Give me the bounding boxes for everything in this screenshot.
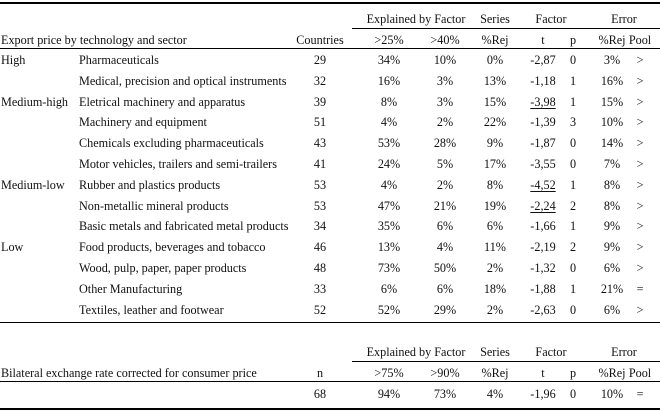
column-header: %Rej — [598, 33, 626, 47]
cell-error-rej: 7% — [603, 157, 621, 171]
cell-countries: 51 — [313, 115, 327, 129]
row-group-label: Medium-low — [1, 178, 65, 192]
cell-error-pool: > — [636, 115, 644, 129]
cell-error-rej: 16% — [600, 74, 624, 88]
cell-error-rej: 21% — [600, 282, 624, 296]
cell-explained-25: 4% — [380, 115, 398, 129]
cell-countries: 39 — [313, 95, 327, 109]
cell-factor-p: 0 — [569, 136, 577, 150]
cell-error-rej: 8% — [603, 178, 621, 192]
row-group-label: High — [1, 53, 26, 67]
column-header: p — [569, 366, 577, 380]
row-sector-label: Basic metals and fabricated metal products — [79, 219, 289, 233]
cell-explained-40: 2% — [436, 178, 454, 192]
cell-series-rej: 4% — [486, 387, 504, 401]
cell-explained-25: 73% — [377, 261, 401, 275]
cell-series-rej: 19% — [483, 199, 507, 213]
cell-factor-p: 1 — [569, 282, 577, 296]
cell-error-pool: > — [636, 178, 644, 192]
row-sector-label: Eletrical machinery and apparatus — [79, 95, 246, 109]
cell-factor-p: 0 — [569, 53, 577, 67]
cell-series-rej: 0% — [486, 53, 504, 67]
cell-explained-75: 94% — [377, 387, 401, 401]
cell-error-pool: > — [636, 74, 644, 88]
cell-explained-40: 6% — [436, 219, 454, 233]
cell-factor-t: -1,96 — [530, 387, 556, 401]
column-header: Pool — [628, 33, 652, 47]
cell-explained-40: 3% — [436, 74, 454, 88]
bottom-rule — [0, 408, 660, 410]
row-sector-label: Wood, pulp, paper, paper products — [79, 261, 247, 275]
column-header: p — [569, 33, 577, 47]
cell-factor-t: -1,66 — [530, 219, 556, 233]
cell-error-pool: > — [636, 219, 644, 233]
cell-factor-t: -1,18 — [530, 74, 556, 88]
cell-error-rej: 8% — [603, 199, 621, 213]
cell-error-pool: > — [636, 95, 644, 109]
cell-countries: 29 — [313, 53, 327, 67]
cell-countries: 53 — [313, 178, 327, 192]
cell-countries: 43 — [313, 136, 327, 150]
cell-error-pool: > — [636, 136, 644, 150]
cell-countries: 46 — [313, 240, 327, 254]
cell-factor-t: -2,19 — [530, 240, 556, 254]
cell-factor-p: 0 — [569, 157, 577, 171]
column-header: Pool — [628, 366, 652, 380]
cell-explained-40: 28% — [433, 136, 457, 150]
cell-explained-25: 35% — [377, 219, 401, 233]
column-header: >25% — [374, 33, 404, 47]
group-header-factor: Factor — [535, 12, 567, 26]
cell-explained-25: 6% — [380, 282, 398, 296]
header-rule-2 — [0, 381, 660, 382]
top-rule — [0, 2, 660, 4]
cell-factor-t: -3,55 — [530, 157, 556, 171]
cell-countries: 33 — [313, 282, 327, 296]
row-sector-label: Motor vehicles, trailers and semi-trailers — [79, 157, 277, 171]
cell-error-pool: = — [636, 282, 644, 296]
cell-explained-25: 52% — [377, 303, 401, 317]
table-title: Bilateral exchange rate corrected for consumer price — [1, 366, 257, 380]
cell-series-rej: 8% — [486, 178, 504, 192]
row-sector-label: Food products, beverages and tobacco — [79, 240, 266, 254]
group-header-rule — [352, 28, 660, 29]
group-header-series: Series — [480, 12, 510, 26]
cell-factor-p: 0 — [569, 261, 577, 275]
cell-factor-t: -2,87 — [530, 53, 556, 67]
cell-series-rej: 2% — [486, 303, 504, 317]
row-sector-label: Pharmaceuticals — [79, 53, 159, 67]
cell-explained-25: 24% — [377, 157, 401, 171]
cell-error-rej: 10% — [600, 387, 624, 401]
cell-explained-40: 6% — [436, 282, 454, 296]
cell-error-pool: = — [636, 387, 644, 401]
table1-bottom-rule — [0, 322, 660, 323]
row-sector-label: Non-metallic mineral products — [79, 199, 229, 213]
cell-factor-p: 1 — [569, 74, 577, 88]
cell-error-rej: 6% — [603, 303, 621, 317]
row-sector-label: Medical, precision and optical instruments — [79, 74, 287, 88]
cell-factor-p: 3 — [569, 115, 577, 129]
cell-error-rej: 9% — [603, 240, 621, 254]
column-header: Countries — [296, 33, 344, 47]
cell-error-pool: > — [636, 157, 644, 171]
cell-factor-t: -2,63 — [530, 303, 556, 317]
cell-factor-t: -1,88 — [530, 282, 556, 296]
cell-factor-t: -1,39 — [530, 115, 556, 129]
cell-error-pool: > — [636, 261, 644, 275]
cell-factor-p: 1 — [569, 219, 577, 233]
cell-explained-90: 73% — [433, 387, 457, 401]
cell-explained-40: 4% — [436, 240, 454, 254]
cell-series-rej: 18% — [483, 282, 507, 296]
column-header: >40% — [430, 33, 460, 47]
cell-factor-p: 0 — [569, 387, 577, 401]
cell-explained-40: 5% — [436, 157, 454, 171]
row-sector-label: Other Manufacturing — [79, 282, 183, 296]
cell-explained-25: 47% — [377, 199, 401, 213]
cell-explained-40: 21% — [433, 199, 457, 213]
cell-factor-p: 0 — [569, 303, 577, 317]
table-title: Export price by technology and sector — [1, 33, 187, 47]
cell-series-rej: 13% — [483, 74, 507, 88]
column-header: t — [541, 366, 545, 380]
row-sector-label: Textiles, leather and footwear — [79, 303, 224, 317]
cell-error-rej: 3% — [603, 53, 621, 67]
cell-error-pool: > — [636, 240, 644, 254]
cell-error-pool: > — [636, 53, 644, 67]
cell-countries: 53 — [313, 199, 327, 213]
cell-factor-t: -3,98 — [530, 95, 556, 109]
cell-factor-p: 2 — [569, 199, 577, 213]
cell-factor-p: 2 — [569, 240, 577, 254]
cell-factor-t: -2,24 — [530, 199, 556, 213]
cell-series-rej: 11% — [484, 240, 506, 254]
cell-factor-p: 1 — [569, 95, 577, 109]
row-group-label: Medium-high — [1, 95, 69, 109]
cell-error-rej: 9% — [603, 219, 621, 233]
cell-countries: 34 — [313, 219, 327, 233]
cell-explained-40: 29% — [433, 303, 457, 317]
cell-factor-t: -4,52 — [530, 178, 556, 192]
cell-explained-25: 53% — [377, 136, 401, 150]
cell-countries: 41 — [313, 157, 327, 171]
cell-error-rej: 14% — [600, 136, 624, 150]
group-header-explained: Explained by Factor — [366, 345, 466, 359]
group-header-explained: Explained by Factor — [366, 12, 466, 26]
cell-error-pool: > — [636, 303, 644, 317]
group-header-factor: Factor — [535, 345, 567, 359]
cell-explained-25: 8% — [380, 95, 398, 109]
cell-series-rej: 15% — [483, 95, 507, 109]
cell-series-rej: 6% — [486, 219, 504, 233]
cell-series-rej: 9% — [486, 136, 504, 150]
row-group-label: Low — [1, 240, 24, 254]
cell-explained-25: 13% — [377, 240, 401, 254]
row-sector-label: Machinery and equipment — [79, 115, 207, 129]
cell-series-rej: 2% — [486, 261, 504, 275]
cell-explained-40: 3% — [436, 95, 454, 109]
group-header-error: Error — [611, 12, 637, 26]
cell-explained-40: 2% — [436, 115, 454, 129]
cell-error-rej: 6% — [603, 261, 621, 275]
column-header: >90% — [430, 366, 460, 380]
group-header-rule-2 — [352, 361, 660, 362]
cell-factor-p: 1 — [569, 178, 577, 192]
cell-error-pool: > — [636, 199, 644, 213]
column-header: %Rej — [598, 366, 626, 380]
group-header-series: Series — [480, 345, 510, 359]
cell-explained-25: 4% — [380, 178, 398, 192]
cell-explained-40: 10% — [433, 53, 457, 67]
cell-factor-t: -1,87 — [530, 136, 556, 150]
cell-error-rej: 15% — [600, 95, 624, 109]
column-header: %Rej — [481, 366, 509, 380]
cell-series-rej: 22% — [483, 115, 507, 129]
cell-series-rej: 17% — [483, 157, 507, 171]
group-header-error: Error — [611, 345, 637, 359]
header-rule — [0, 48, 660, 49]
column-header: t — [541, 33, 545, 47]
cell-countries: 32 — [313, 74, 327, 88]
column-header: >75% — [374, 366, 404, 380]
cell-countries: 48 — [313, 261, 327, 275]
cell-error-rej: 10% — [600, 115, 624, 129]
cell-explained-25: 16% — [377, 74, 401, 88]
cell-explained-25: 34% — [377, 53, 401, 67]
cell-explained-40: 50% — [433, 261, 457, 275]
column-header: n — [316, 366, 324, 380]
row-sector-label: Rubber and plastics products — [79, 178, 221, 192]
row-sector-label: Chemicals excluding pharmaceuticals — [79, 136, 264, 150]
column-header: %Rej — [481, 33, 509, 47]
cell-factor-t: -1,32 — [530, 261, 556, 275]
cell-countries: 52 — [313, 303, 327, 317]
cell-n: 68 — [313, 387, 327, 401]
